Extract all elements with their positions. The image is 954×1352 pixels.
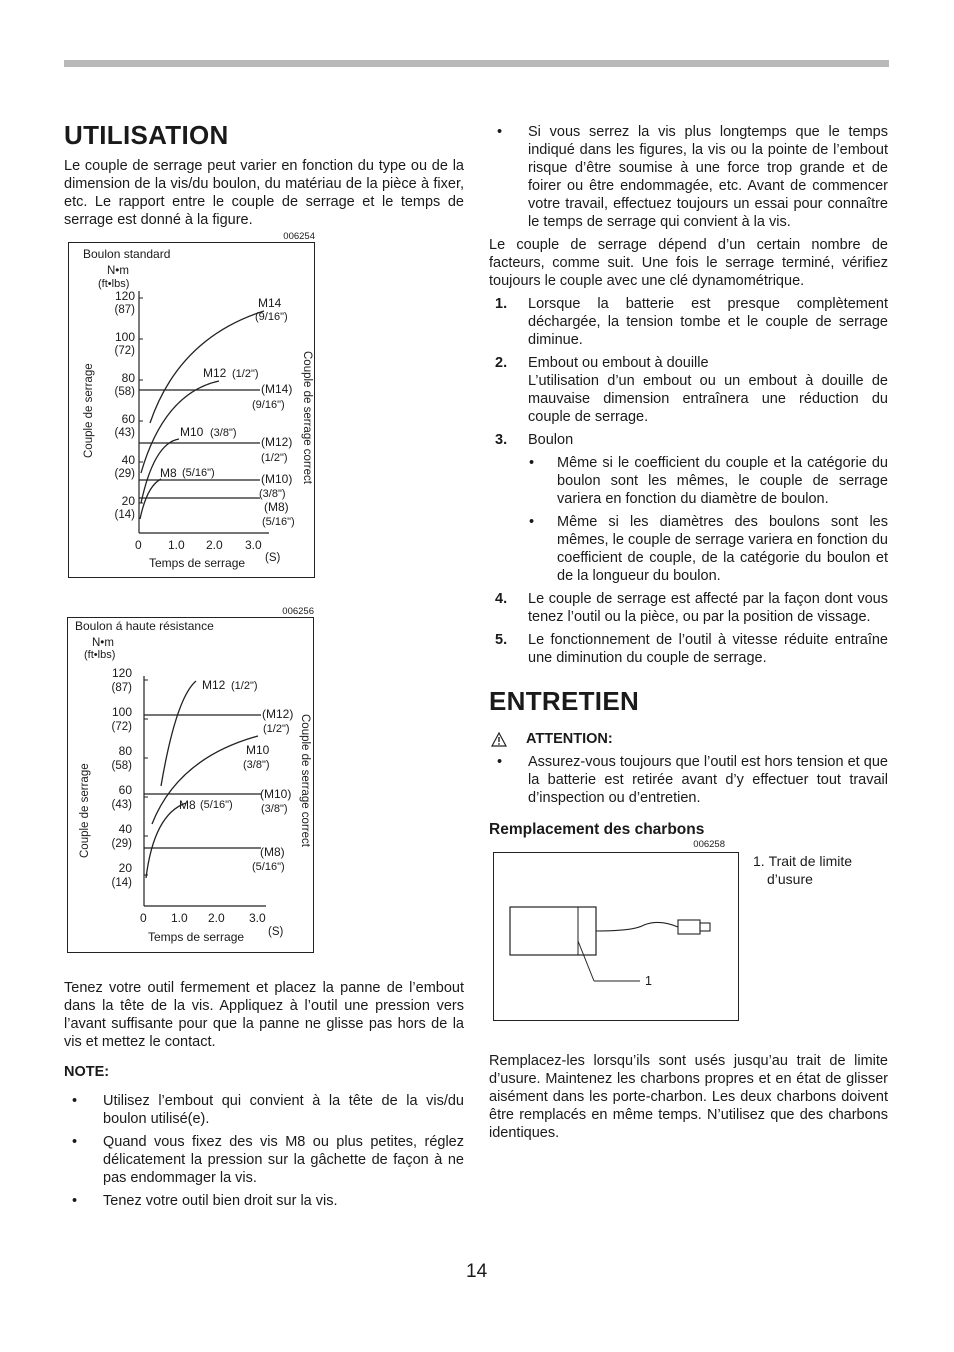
chart2-xtick-0: 0 bbox=[140, 911, 147, 925]
list-item bbox=[489, 753, 888, 807]
y-tick-label-ftlbs: (58) bbox=[114, 386, 135, 398]
chart2-ylabel-left: Couple de serrage bbox=[79, 763, 91, 858]
chart1-x-unit: (S) bbox=[265, 552, 281, 564]
y-tick-label-ftlbs: (14) bbox=[114, 509, 135, 521]
y-tick-label: 60 bbox=[121, 412, 135, 426]
chart2-correct-m8: (M8) bbox=[260, 845, 285, 859]
bullet: • bbox=[72, 1134, 78, 1150]
torque-paragraph: Le couple de serrage dépend d’un certain nombre de facteurs, comme suit. Une fois le serrage terminé, vérifiez toujours le couple avec une clé dynamométrique. bbox=[489, 237, 888, 289]
chart2-curve-label-m8: M8 bbox=[179, 798, 196, 812]
chart2-correct-m10: (M10) bbox=[260, 787, 292, 801]
chart1-correct-size-m8: (5/16") bbox=[262, 516, 295, 528]
bullet: • bbox=[72, 1193, 78, 1209]
chart2-ylabel-right: Couple de serrage correct bbox=[299, 714, 311, 847]
chart2-unit-nm: N•m bbox=[92, 637, 114, 649]
factor-text: Lorsque la batterie est presque complètement déchargée, la tension tombe et le couple de serrage diminue. bbox=[528, 296, 888, 348]
note-text: Utilisez l’embout qui convient à la tête de la vis/du boulon utilisé(e). bbox=[103, 1093, 464, 1127]
y-tick-label-ftlbs: (72) bbox=[111, 721, 132, 733]
chart1-x-ticks bbox=[135, 538, 262, 552]
chart-boulon-standard bbox=[68, 242, 315, 578]
y-tick-label-ftlbs: (87) bbox=[111, 682, 132, 694]
y-tick-label: 40 bbox=[121, 453, 135, 467]
chart1-correct-m10: (M10) bbox=[261, 472, 293, 486]
list-item bbox=[489, 295, 888, 349]
y-tick-label: 80 bbox=[118, 744, 132, 758]
list-item bbox=[489, 631, 888, 667]
list-item bbox=[489, 590, 888, 626]
figure-legend: 1. Trait de limite d’usure bbox=[753, 853, 853, 887]
chart1-xtick-2: 2.0 bbox=[206, 538, 223, 552]
carbon-brush-figure bbox=[493, 852, 739, 1021]
chart2-xtick-2: 2.0 bbox=[208, 911, 225, 925]
note-text: Quand vous fixez des vis M8 ou plus petites, réglez délicatement la pression sur la gâchette de façon à ne pas endommager la vis. bbox=[103, 1134, 464, 1186]
chart1-title: Boulon standard bbox=[83, 247, 171, 261]
y-tick-label: 60 bbox=[118, 783, 132, 797]
factor-text: Embout ou embout à douille bbox=[528, 355, 709, 371]
left-column bbox=[64, 120, 464, 1210]
chart1-unit-nm: N•m bbox=[107, 265, 129, 277]
warning-triangle-icon bbox=[491, 732, 507, 747]
chart2-xlabel: Temps de serrage bbox=[148, 930, 245, 944]
chart2-curve-size-m10: (3/8") bbox=[243, 759, 270, 771]
chart1-correct-size-m14: (9/16") bbox=[252, 399, 285, 411]
bullet: • bbox=[529, 514, 535, 530]
chart2-x-ticks bbox=[140, 911, 266, 925]
bullet: • bbox=[497, 124, 503, 140]
chart1-correct-size-m12: (1/2") bbox=[261, 452, 288, 464]
chart2-correct-size-m12: (1/2") bbox=[263, 723, 290, 735]
brush-figure-block bbox=[489, 839, 888, 1029]
chart2-curve-label-m12: M12 bbox=[202, 678, 226, 692]
y-tick-label-ftlbs: (87) bbox=[114, 304, 135, 316]
bullet: • bbox=[529, 455, 535, 471]
callout-leader bbox=[578, 941, 594, 981]
chart1-curve-size-m14: (9/16") bbox=[255, 311, 288, 323]
bullet: • bbox=[497, 754, 503, 770]
chart1-correct-m8: (M8) bbox=[264, 500, 289, 514]
list-number: 5. bbox=[495, 632, 508, 648]
chart1-xlabel: Temps de serrage bbox=[149, 556, 246, 570]
list-item bbox=[528, 454, 888, 508]
subheading-charbons: Remplacement des charbons bbox=[489, 821, 705, 838]
carbon-brush-shape bbox=[510, 907, 596, 955]
heading-utilisation: UTILISATION bbox=[64, 120, 229, 150]
chart2-xtick-1: 1.0 bbox=[171, 911, 188, 925]
list-item bbox=[64, 1133, 464, 1187]
chart2-correct-size-m10: (3/8") bbox=[261, 803, 288, 815]
list-item bbox=[489, 354, 888, 426]
list-number: 4. bbox=[495, 591, 508, 607]
bullet: • bbox=[72, 1093, 78, 1109]
list-number: 1. bbox=[495, 296, 508, 312]
chart1-unit-ftlbs: (ft•lbs) bbox=[98, 278, 130, 290]
y-tick-label-ftlbs: (14) bbox=[111, 877, 132, 889]
attention-list bbox=[489, 753, 888, 807]
chart2-unit-ftlbs: (ft•lbs) bbox=[84, 649, 116, 661]
note-list bbox=[64, 1092, 464, 1210]
y-tick-label-ftlbs: (43) bbox=[111, 799, 132, 811]
sub-text: Même si le coefficient du couple et la catégorie du boulon sont les mêmes, le couple de serrage variera en fonction du diamètre de boulon. bbox=[557, 455, 888, 507]
terminal-tip bbox=[700, 923, 710, 931]
chart2-curve-size-m8: (5/16") bbox=[200, 799, 233, 811]
y-tick-label-ftlbs: (29) bbox=[114, 468, 135, 480]
y-tick-label: 100 bbox=[114, 330, 135, 344]
heading-entretien: ENTRETIEN bbox=[489, 686, 640, 716]
y-tick-label: 120 bbox=[114, 289, 135, 303]
y-tick-label-ftlbs: (43) bbox=[114, 427, 135, 439]
attention-text: Assurez-vous toujours que l’outil est hors tension et que la batterie est retirée avant d’y effectuer tout travail d’inspection ou d’entretien. bbox=[528, 754, 888, 806]
chart1-curve-label-m10: M10 bbox=[180, 425, 204, 439]
chart1-curve-label-m14: M14 bbox=[258, 296, 282, 310]
chart2-xtick-3: 3.0 bbox=[249, 911, 266, 925]
chart2-curve-size-m12: (1/2") bbox=[231, 680, 258, 692]
figure-code-1: 006254 bbox=[283, 231, 315, 242]
factor-text: Le fonctionnement de l’outil à vitesse réduite entraîne une diminution du couple de serrage. bbox=[528, 632, 888, 666]
brush-replacement-paragraph: Remplacez-les lorsqu’ils sont usés jusqu’au trait de limite d’usure. Maintenez les charbons propres et en état de glisser aisément dans les porte-charbon. Les deux charbons doivent être remplacés en même temps. N’utilisez que des charbons identiques. bbox=[489, 1053, 888, 1141]
chart2-correct-m12: (M12) bbox=[262, 707, 294, 721]
list-item bbox=[64, 1192, 464, 1210]
chart1-curve-label-m12: M12 bbox=[203, 366, 227, 380]
top-bullet-list bbox=[489, 123, 888, 231]
chart2-x-unit: (S) bbox=[268, 926, 284, 938]
y-tick-label-ftlbs: (72) bbox=[114, 345, 135, 357]
y-tick-label: 120 bbox=[111, 666, 132, 680]
y-tick-label: 20 bbox=[118, 861, 132, 875]
bolt-sub-list bbox=[528, 454, 888, 585]
list-item bbox=[528, 513, 888, 585]
factor-text: Le couple de serrage est affecté par la façon dont vous tenez l’outil ou la pièce, ou par la position de vissage. bbox=[528, 591, 888, 625]
y-tick-label: 100 bbox=[111, 705, 132, 719]
chart1-correct-m12: (M12) bbox=[261, 435, 293, 449]
intro-paragraph: Le couple de serrage peut varier en fonction du type ou de la dimension de la vis/du boulon, du matériau de la pièce à fixer, etc. Le rapport entre le couple de serrage et le temps de serrage est donné à la figure. bbox=[64, 158, 464, 228]
list-number: 2. bbox=[495, 355, 508, 371]
figure-code-3: 006258 bbox=[693, 839, 725, 850]
chart-boulon-haute-resistance bbox=[67, 617, 314, 953]
brush-lead-wire bbox=[596, 922, 678, 931]
y-tick-label-ftlbs: (29) bbox=[111, 838, 132, 850]
factor-text: L’utilisation d’un embout ou un embout à douille de mauvaise dimension entraînera une réduction du couple de serrage. bbox=[528, 373, 888, 425]
attention-label: ATTENTION: bbox=[526, 731, 613, 747]
chart1-ylabel-left: Couple de serrage bbox=[83, 363, 95, 458]
note-label: NOTE: bbox=[64, 1064, 110, 1080]
chart1-curve-label-m8: M8 bbox=[160, 466, 177, 480]
list-item bbox=[64, 1092, 464, 1128]
chart2-y-ticks bbox=[112, 666, 148, 889]
chart1-curve-size-m12: (1/2") bbox=[232, 368, 259, 380]
chart1-ylabel-right: Couple de serrage correct bbox=[301, 351, 313, 484]
list-item bbox=[489, 123, 888, 231]
chart2-title: Boulon á haute résistance bbox=[75, 619, 214, 633]
chart1-xtick-3: 3.0 bbox=[245, 538, 262, 552]
chart1-xtick-0: 0 bbox=[135, 538, 142, 552]
header-rule bbox=[64, 60, 889, 67]
chart1-curve-size-m10: (3/8") bbox=[210, 427, 237, 439]
chart1-curve-size-m8: (5/16") bbox=[182, 467, 215, 479]
right-column bbox=[489, 123, 888, 1142]
chart1-correct-size-m10: (3/8") bbox=[259, 488, 286, 500]
factor-text: Boulon bbox=[528, 432, 574, 448]
y-tick-label: 80 bbox=[121, 371, 135, 385]
chart2-correct-size-m8: (5/16") bbox=[252, 861, 285, 873]
y-tick-label: 40 bbox=[118, 822, 132, 836]
grip-paragraph: Tenez votre outil fermement et placez la panne de l’embout dans la tête de la vis. Appliquez à l’outil une pression vers l’avant suffisante pour que la panne ne glisse pas hors de la vis et mettez le contact. bbox=[64, 980, 464, 1050]
chart1-correct-m14: (M14) bbox=[261, 382, 293, 396]
callout-number: 1 bbox=[645, 974, 652, 988]
factor-list bbox=[489, 295, 888, 667]
chart2-curve-label-m10: M10 bbox=[246, 743, 270, 757]
brush-terminal bbox=[678, 920, 700, 934]
attention-row bbox=[489, 730, 888, 748]
chart1-xtick-1: 1.0 bbox=[168, 538, 185, 552]
bullet-text: Si vous serrez la vis plus longtemps que le temps indiqué dans les figures, la vis ou la pointe de l’embout risque d’être soumise à une force trop grande et de foirer ou être endommagée, etc. Avant de commencer votre travail, effectuez toujours un essai pour connaître le temps de serrage qui convient à la vis. bbox=[528, 124, 888, 230]
sub-text: Même si les diamètres des boulons sont les mêmes, le couple de serrage variera en fonction du coefficient de couple, de la catégorie du boulon et de la longueur du boulon. bbox=[557, 514, 888, 584]
figure-code-2: 006256 bbox=[282, 606, 314, 617]
y-tick-label: 20 bbox=[121, 494, 135, 508]
y-tick-label-ftlbs: (58) bbox=[111, 760, 132, 772]
list-item bbox=[489, 431, 888, 585]
chart1-curve-m8 bbox=[140, 479, 161, 519]
list-number: 3. bbox=[495, 432, 508, 448]
page-number: 14 bbox=[466, 1261, 488, 1282]
note-text: Tenez votre outil bien droit sur la vis. bbox=[103, 1193, 338, 1209]
chart2-curve-m8 bbox=[146, 803, 186, 878]
